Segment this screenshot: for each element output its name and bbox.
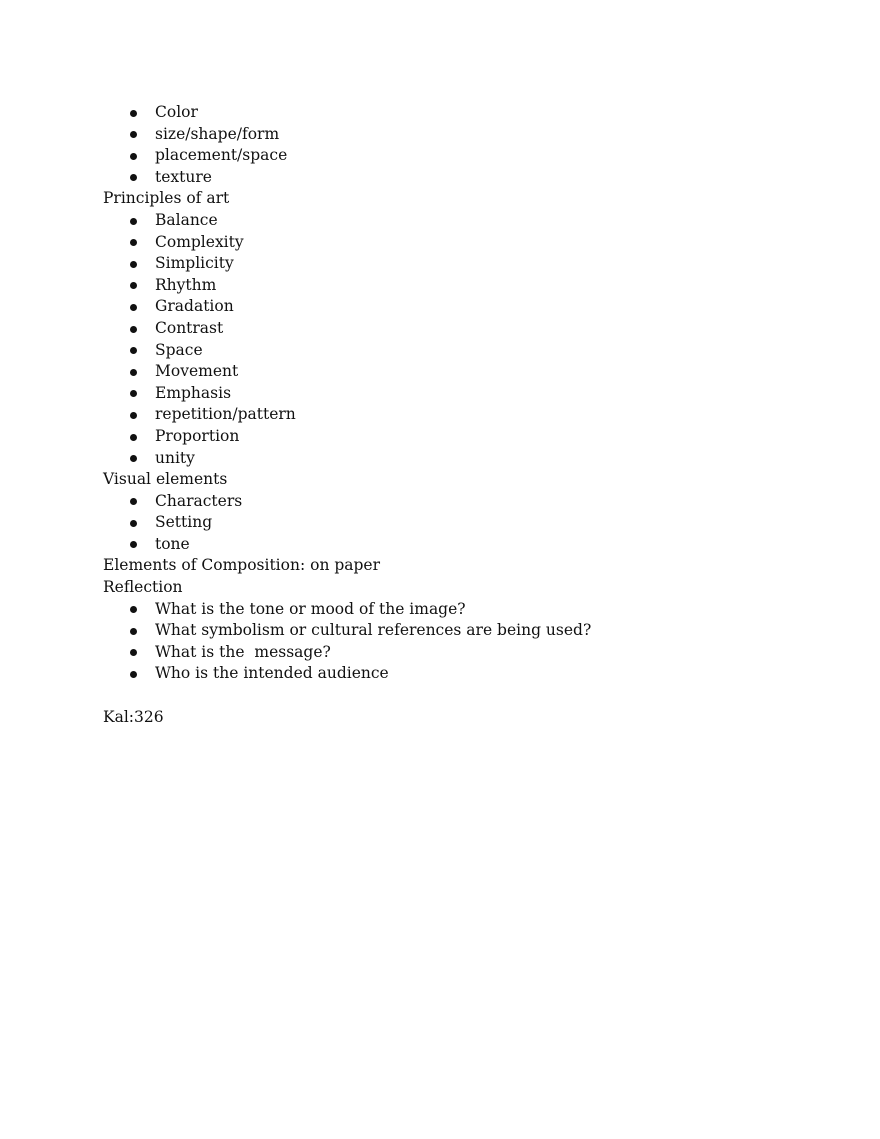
bullet-icon — [130, 326, 137, 333]
bullet-icon — [130, 304, 137, 311]
bullet-icon — [130, 498, 137, 505]
bullet-icon — [130, 671, 137, 678]
list-item — [103, 124, 803, 146]
bullet-icon — [130, 520, 137, 527]
list-item — [103, 296, 803, 318]
footer-code: Kal:326 — [103, 707, 164, 726]
list-item-text: Movement — [155, 362, 239, 381]
bullet-icon — [130, 131, 137, 138]
list-item-text: tone — [155, 534, 190, 553]
list-item-text: Characters — [155, 491, 243, 510]
list-item — [103, 620, 803, 642]
list-item-text: What is the message? — [155, 642, 331, 661]
bullet-icon — [130, 218, 137, 225]
list-item — [103, 145, 803, 167]
list-item-text: What is the tone or mood of the image? — [155, 599, 466, 618]
list-item — [103, 318, 803, 340]
bullet-icon — [130, 412, 137, 419]
list-item-text: What symbolism or cultural references are being used? — [155, 621, 592, 640]
list-item — [103, 426, 803, 448]
bullet-icon — [130, 261, 137, 268]
list-item-text: Space — [155, 340, 203, 359]
blank-line — [103, 685, 803, 707]
list-item — [103, 512, 803, 534]
list-item-text: Contrast — [155, 318, 224, 337]
list-item-text: Balance — [155, 210, 218, 229]
list-item — [103, 253, 803, 275]
section-heading-visual: Visual elements — [103, 470, 228, 489]
list-item-text: texture — [155, 167, 212, 186]
list-item — [103, 491, 803, 513]
bullet-icon — [130, 434, 137, 441]
bullet-icon — [130, 239, 137, 246]
section-heading-reflection: Reflection — [103, 578, 183, 597]
list-item — [103, 340, 803, 362]
list-item-text: placement/space — [155, 146, 288, 165]
list-item-text: Emphasis — [155, 383, 232, 402]
list-item — [103, 448, 803, 470]
list-item-text: Simplicity — [155, 254, 234, 273]
list-item — [103, 599, 803, 621]
bullet-icon — [130, 541, 137, 548]
list-item-text: Who is the intended audience — [155, 664, 389, 683]
list-item — [103, 534, 803, 556]
list-item — [103, 404, 803, 426]
list-item — [103, 167, 803, 189]
list-item-text: size/shape/form — [155, 124, 280, 143]
bullet-icon — [130, 455, 137, 462]
list-item-text: Color — [155, 103, 198, 121]
list-item-text: Complexity — [155, 232, 244, 251]
list-item — [103, 663, 803, 685]
bullet-icon — [130, 649, 137, 656]
bullet-icon — [130, 347, 137, 354]
bullet-icon — [130, 282, 137, 289]
section-heading-principles: Principles of art — [103, 189, 230, 208]
list-item-text: Proportion — [155, 426, 240, 445]
bullet-icon — [130, 369, 137, 376]
list-item-text: unity — [155, 448, 195, 467]
bullet-icon — [130, 628, 137, 635]
bullet-icon — [130, 110, 137, 117]
list-item — [103, 361, 803, 383]
bullet-icon — [130, 153, 137, 160]
bullet-icon — [130, 606, 137, 613]
list-item-text: Gradation — [155, 297, 234, 316]
list-item — [103, 383, 803, 405]
bullet-icon — [130, 390, 137, 397]
list-item — [103, 232, 803, 254]
list-item-text: Setting — [155, 513, 213, 532]
list-item-text: Rhythm — [155, 275, 217, 294]
list-item — [103, 642, 803, 664]
bullet-icon — [130, 174, 137, 181]
list-item — [103, 210, 803, 232]
section-heading-composition: Elements of Composition: on paper — [103, 556, 381, 575]
list-item — [103, 275, 803, 297]
list-item-text: repetition/pattern — [155, 405, 296, 424]
document-body — [103, 102, 803, 728]
list-item — [103, 102, 803, 124]
